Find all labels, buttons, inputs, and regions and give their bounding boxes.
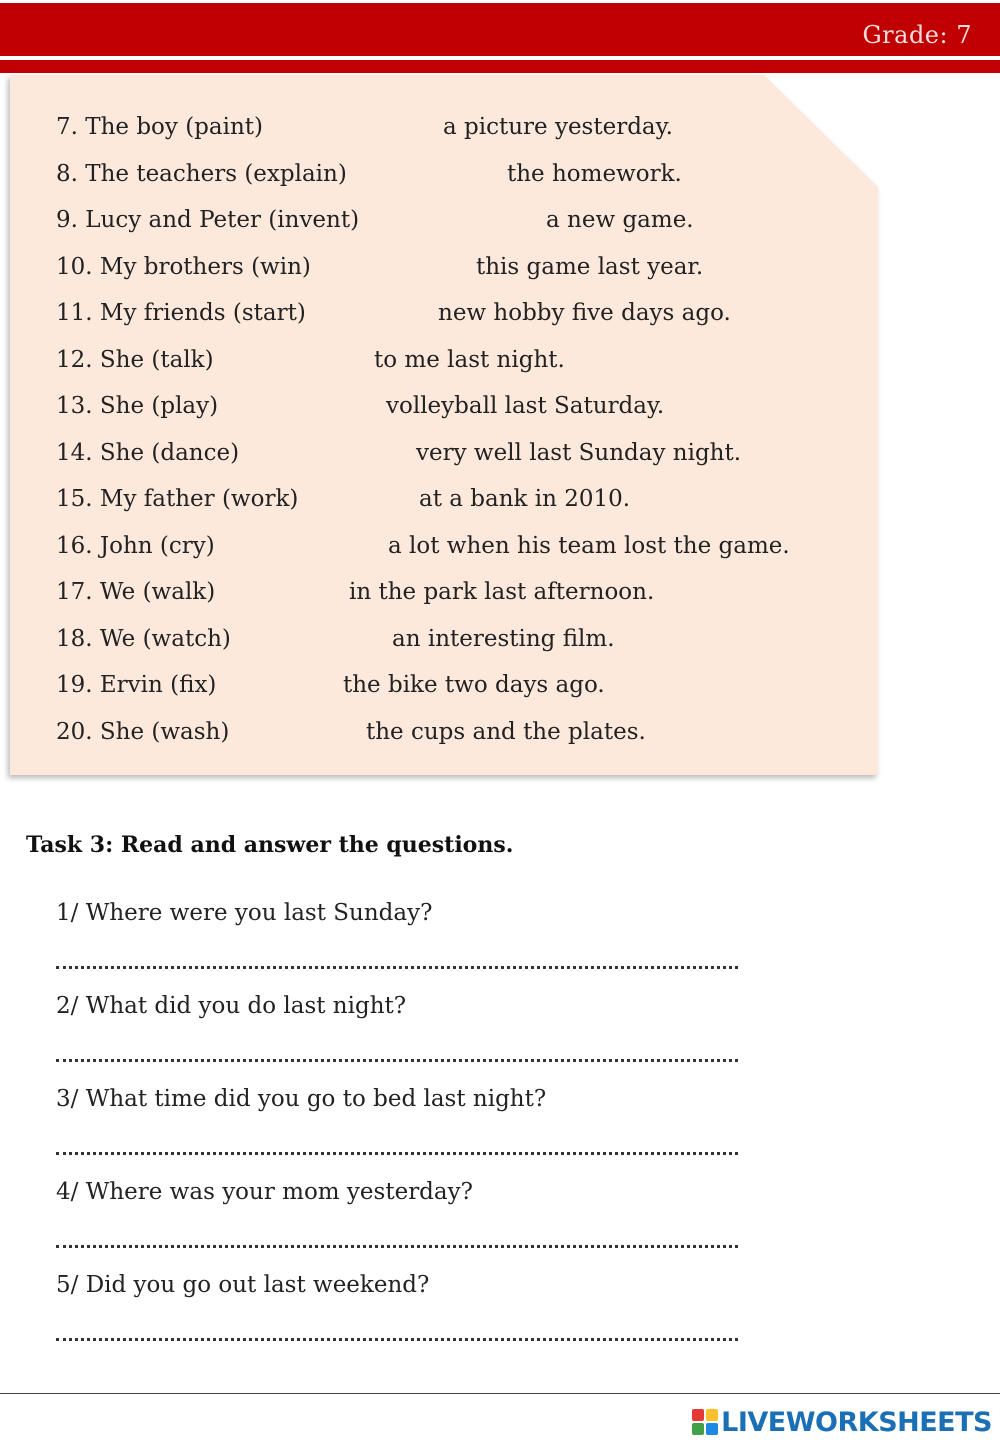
answer-line[interactable] xyxy=(56,1059,738,1062)
exercise-completion: this game last year. xyxy=(476,254,704,280)
header-bar xyxy=(0,3,1000,56)
exercise-completion: an interesting film. xyxy=(392,626,615,652)
header-rule xyxy=(0,60,1000,73)
exercise-prompt: 18. We (watch) xyxy=(56,626,231,652)
footer-rule xyxy=(0,1393,1000,1394)
answer-line[interactable] xyxy=(56,1338,738,1341)
exercise-completion: new hobby five days ago. xyxy=(438,300,731,326)
exercise-completion: at a bank in 2010. xyxy=(419,486,631,512)
exercise-prompt: 15. My father (work) xyxy=(56,486,299,512)
exercise-prompt: 9. Lucy and Peter (invent) xyxy=(56,207,360,233)
task-3-title: Task 3: Read and answer the questions. xyxy=(26,832,514,858)
question-text: 5/ Did you go out last weekend? xyxy=(56,1272,430,1298)
question-text: 3/ What time did you go to bed last night? xyxy=(56,1086,547,1112)
exercise-prompt: 7. The boy (paint) xyxy=(56,114,263,140)
exercise-completion: the bike two days ago. xyxy=(343,672,605,698)
answer-line[interactable] xyxy=(56,1245,738,1248)
liveworksheets-logo xyxy=(692,1405,992,1439)
grade-label: Grade: 7 xyxy=(862,21,972,49)
exercise-completion: the cups and the plates. xyxy=(366,719,646,745)
answer-line[interactable] xyxy=(56,1152,738,1155)
liveworksheets-logo-icon xyxy=(692,1409,718,1435)
question-text: 1/ Where were you last Sunday? xyxy=(56,900,433,926)
exercise-completion: in the park last afternoon. xyxy=(349,579,655,605)
exercise-prompt: 19. Ervin (fix) xyxy=(56,672,217,698)
exercise-completion: very well last Sunday night. xyxy=(416,440,742,466)
exercise-prompt: 20. She (wash) xyxy=(56,719,230,745)
answer-line[interactable] xyxy=(56,966,738,969)
exercise-prompt: 11. My friends (start) xyxy=(56,300,306,326)
exercise-prompt: 10. My brothers (win) xyxy=(56,254,311,280)
exercise-completion: a new game. xyxy=(546,207,694,233)
exercise-completion: the homework. xyxy=(507,161,682,187)
exercise-prompt: 17. We (walk) xyxy=(56,579,216,605)
exercise-prompt: 13. She (play) xyxy=(56,393,219,419)
exercise-prompt: 16. John (cry) xyxy=(56,533,215,559)
exercise-completion: volleyball last Saturday. xyxy=(386,393,665,419)
exercise-prompt: 8. The teachers (explain) xyxy=(56,161,347,187)
exercise-prompt: 14. She (dance) xyxy=(56,440,240,466)
exercise-completion: to me last night. xyxy=(374,347,565,373)
exercise-completion: a picture yesterday. xyxy=(443,114,673,140)
exercise-completion: a lot when his team lost the game. xyxy=(388,533,790,559)
logo-text: LIVEWORKSHEETS xyxy=(721,1406,992,1438)
question-text: 2/ What did you do last night? xyxy=(56,993,407,1019)
question-text: 4/ Where was your mom yesterday? xyxy=(56,1179,473,1205)
exercise-prompt: 12. She (talk) xyxy=(56,347,214,373)
